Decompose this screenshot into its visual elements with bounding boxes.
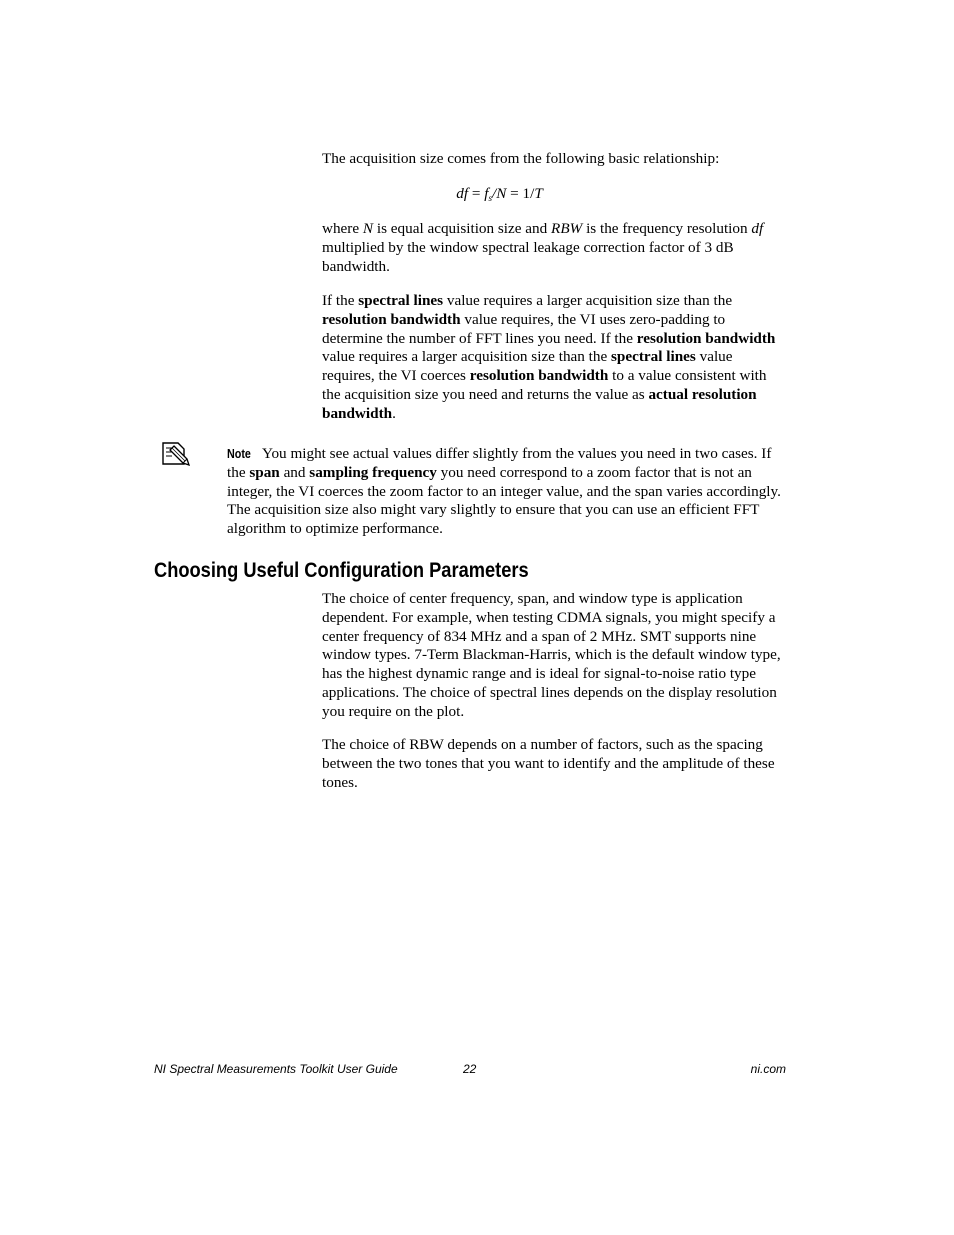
note-pencil-icon (160, 437, 192, 469)
intro-paragraph: The acquisition size comes from the following basic relationship: (322, 150, 720, 167)
note-block: Note You might see actual values differ slightly from the values you need in two cases. If the span and sampling frequency you need correspond to a zoom factor that is not an integer, the VI coerces the zoom factor to an integer value, and the span varies accordingly. The acquisition size also might vary slightly to ensure that you can use an efficient FFT algorithm to optimize performance. (227, 445, 781, 538)
note-label: Note (227, 447, 251, 461)
footer-page-number: 22 (463, 1062, 477, 1076)
where-paragraph: where N is equal acquisition size and RBW is the frequency resolution df multiplied by the window spectral leakage correction factor of 3 dB bandwidth. (322, 220, 764, 275)
rbw-paragraph: The choice of RBW depends on a number of factors, such as the spacing between the two tones that you want to identify and the amplitude of these tones. (322, 736, 775, 791)
equation: df = $f_s/N = 1/T$ (456, 185, 543, 203)
choice-paragraph: The choice of center frequency, span, and window type is application dependent. For example, when testing CDMA signals, you might specify a center frequency of 834 MHz and a span of 2 MHz. SMT supports nine window types. 7-Term Blackman-Harris, which is the default window type, has the highest dynamic range and is ideal for signal-to-noise ratio type applications. The choice of spectral lines depends on the display resolution you require on the plot. (322, 590, 781, 720)
section-heading: Choosing Useful Configuration Parameters (154, 558, 529, 582)
spectral-lines-paragraph: If the spectral lines value requires a larger acquisition size than the resolution bandwidth value requires, the VI uses zero-padding to determine the number of FFT lines you need. If the resolution bandwidth value requires a larger acquisition size than the spectral lines value requires, the VI coerces resolution bandwidth to a value consistent with the acquisition size you need and returns the value as actual resolution bandwidth. (322, 292, 776, 422)
footer-website: ni.com (750, 1062, 786, 1076)
footer-document-title: NI Spectral Measurements Toolkit User Guide (154, 1062, 398, 1076)
